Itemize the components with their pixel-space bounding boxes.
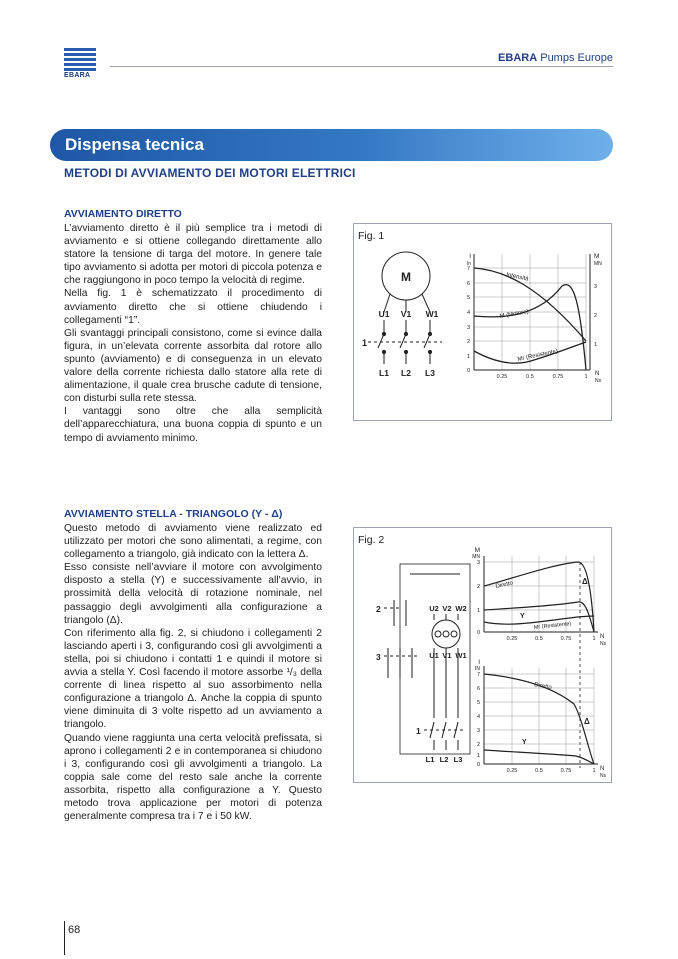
fig2-top-axis-title: M xyxy=(474,547,480,554)
fig1-terminal-w1: W1 xyxy=(425,309,439,319)
fig1-left-tick: 6 xyxy=(466,281,470,287)
fig2-bottom-axis-sub: IN xyxy=(475,666,480,672)
fig2-bottom-chart xyxy=(475,659,607,779)
fig2-top-x-tick: 0.5 xyxy=(535,636,543,642)
fig2-bottom-tick: 5 xyxy=(476,700,480,706)
fig1-right-axis-sub: MN xyxy=(594,261,602,267)
paragraph-line: L’avviamento diretto è il più semplice tra i metodi di avviamento e si ottiene collegando direttamente allo statore la tensione di targa del motore. In genere tale tipo avviamento si adotta per motori di piccola potenza e che raggiungono in poco tempo la velocità di regime. xyxy=(64,223,322,287)
fig2-switch-2: 2 xyxy=(376,604,381,614)
fig1-left-tick: 2 xyxy=(466,339,470,345)
fig2-bottom-x-axis-title: N xyxy=(600,766,605,772)
fig2-bottom-label-diretto: Diretto xyxy=(533,682,553,692)
paragraph-diretto xyxy=(64,222,322,445)
fig2-line-l2: L2 xyxy=(439,755,449,764)
fig2-top-x-tick: 0.75 xyxy=(560,636,572,642)
fig2-bottom-label-delta: Δ xyxy=(584,717,590,726)
header-rule xyxy=(110,66,613,67)
fig1-left-tick: 3 xyxy=(466,325,470,331)
fig1-label: Fig. 1 xyxy=(358,230,385,242)
fig2-top-tick: 2 xyxy=(476,584,480,590)
fig2-top-x-tick: 1 xyxy=(592,636,596,642)
fig1-right-tick: 1 xyxy=(594,342,598,348)
fig2-top-chart xyxy=(472,547,606,768)
fig1-left-axis-sub: In xyxy=(466,261,471,267)
fig2-bottom-tick: 6 xyxy=(476,686,480,692)
fig2-bottom-x-axis-sub: Ns xyxy=(600,773,607,779)
subheading-diretto: AVVIAMENTO DIRETTO xyxy=(64,208,182,220)
fig1-x-tick: 0.5 xyxy=(526,374,534,380)
fig2-top-tick: 3 xyxy=(476,560,480,566)
fig2-bottom-x-tick: 0.75 xyxy=(560,768,572,774)
fig1-motor-letter: M xyxy=(401,270,411,284)
fig1-chart xyxy=(467,253,602,384)
fig2-line-l1: L1 xyxy=(425,755,435,764)
paragraph-line: Con riferimento alla fig. 2, si chiudono i collegamenti 2 lasciando aperti i 3, configurando così gli avvolgimenti a stella, poi si chiudono i contatti 1 e quindi il motore si avvia a stella Y. Così facendo il motore assorbe ¹/₃ della corrente di linea rispetto al suo assorbimento nella configurazione a triangolo Δ. Anche la coppia di spunto viene diminuita di 3 volte rispetto ad un avviamento a triangolo. xyxy=(64,627,322,731)
fig2-terminal-u2: U2 xyxy=(429,604,439,613)
logo-wordmark: EBARA xyxy=(64,72,91,79)
fig1-x-axis-sub: Ns xyxy=(595,378,602,384)
fig1-switch-label: 1 xyxy=(362,338,368,348)
paragraph-line: Gli svantaggi principali consistono, come si evince dalla figura, in un’elevata corrente assorbita dal rotore allo spunto (avviamento) e di conseguenza in un elevato valore della corrente richiesta dallo statore alla rete di alimentazione, il quale crea brusche cadute di tensione, con disturbi sulla rete stessa. xyxy=(64,327,322,405)
fig2-terminal-v2: V2 xyxy=(442,604,452,613)
header-brand: EBARA Pumps Europe xyxy=(498,52,613,64)
fig2-bottom-tick: 3 xyxy=(476,728,480,734)
fig1-curve-label-intensita: Intensità xyxy=(505,272,530,283)
fig1-left-tick: 5 xyxy=(466,295,470,301)
fig2-bottom-x-tick: 0.5 xyxy=(535,768,543,774)
fig2-top-x-axis-sub: Ns xyxy=(600,641,607,647)
fig1-right-tick: 2 xyxy=(594,313,598,319)
fig2-bottom-tick: 7 xyxy=(476,672,480,678)
fig2-top-label-y: Y xyxy=(520,613,525,620)
fig1-curve-label-motore: M (Motore) xyxy=(499,308,530,320)
fig2-top-label-delta: Δ xyxy=(582,577,588,586)
fig1-left-tick: 7 xyxy=(466,266,470,272)
subheading-stella-triangolo: AVVIAMENTO STELLA - TRIANGOLO (Y - Δ) xyxy=(64,508,283,520)
fig2-bottom-tick: 0 xyxy=(476,762,480,768)
section-title: METODI DI AVVIAMENTO DEI MOTORI ELETTRICI xyxy=(64,166,356,180)
fig2-top-x-axis-title: N xyxy=(600,634,605,640)
fig2-top-tick: 1 xyxy=(476,608,480,614)
fig2-terminal-u1: U1 xyxy=(429,651,439,660)
fig1-x-axis-title: N xyxy=(595,371,600,377)
fig2-bottom-tick: 4 xyxy=(476,714,480,720)
figure-2 xyxy=(353,527,612,783)
page-number: 68 xyxy=(68,924,81,936)
fig2-switch-1: 1 xyxy=(416,726,421,736)
fig1-x-tick: 0.75 xyxy=(552,374,564,380)
fig1-x-tick: 0.25 xyxy=(496,374,508,380)
fig2-terminal-w1: W1 xyxy=(455,651,467,660)
fig1-left-tick: 4 xyxy=(466,310,470,316)
fig1-curve-label-resistente: Mr (Resistente) xyxy=(517,348,559,363)
fig2-bottom-tick: 2 xyxy=(476,742,480,748)
fig1-line-l2: L2 xyxy=(401,368,411,378)
paragraph-line: Nella fig. 1 è schematizzato il procedimento di avviamento diretto che si ottiene chiudendo i collegamenti “1”. xyxy=(64,288,322,326)
fig2-terminal-v1: V1 xyxy=(442,651,452,660)
fig1-left-axis-title: I xyxy=(469,253,471,260)
fig1-right-axis-title: M xyxy=(594,253,600,260)
paragraph-line: Esso consiste nell’avviare il motore con avvolgimento disposto a stella (Y) e successivamente all’avvio, in prossimità della velocità di rotazione nominale, nel passaggio degli avvolgimenti alla configurazione a triangolo (Δ). xyxy=(64,562,322,626)
paragraph-line: Quando viene raggiunta una certa velocità prefissata, si aprono i collegamenti 2 e in contemporanea si chiudono i 3, configurando così gli avvolgimenti a triangolo. La coppia sale come del resto sale anche la corrente assorbita, rispetto alla configurazione a Y. Questo metodo trova applicazione per motori di potenza generalmente compresa tra i 7 e i 50 kW. xyxy=(64,732,322,823)
fig2-line-l3: L3 xyxy=(453,755,463,764)
fig2-label: Fig. 2 xyxy=(358,534,385,546)
fig2-terminal-w2: W2 xyxy=(455,604,467,613)
paragraph-line: Questo metodo di avviamento viene realizzato ed utilizzato per motori che sono alimentati, a regime, con collegamento a triangolo, già indicato con la lettera Δ. xyxy=(64,523,322,561)
fig1-left-tick: 0 xyxy=(466,368,470,374)
fig2-top-tick: 0 xyxy=(476,630,480,636)
fig2-top-label-resistente: Mr (Resistente) xyxy=(533,621,572,631)
fig2-top-x-tick: 0.25 xyxy=(506,636,518,642)
banner-title: Dispensa tecnica xyxy=(65,135,204,154)
page-marker-rule xyxy=(64,921,65,955)
fig2-bottom-x-tick: 1 xyxy=(592,768,596,774)
paragraph-stella-triangolo xyxy=(64,522,322,823)
fig2-switch-3: 3 xyxy=(376,652,381,662)
fig1-line-l1: L1 xyxy=(379,368,389,378)
figure-1 xyxy=(353,223,612,421)
fig1-x-tick: 1 xyxy=(584,374,588,380)
fig2-top-label-diretto: Diretto xyxy=(495,580,514,590)
fig1-terminal-v1: V1 xyxy=(400,309,412,319)
fig2-bottom-tick: 1 xyxy=(476,753,480,759)
paragraph-line: I vantaggi sono oltre che alla semplicità dell’apparecchiatura, una buona coppia di spunto e un tempo di avviamento minimo. xyxy=(64,406,322,444)
fig1-line-l3: L3 xyxy=(425,368,435,378)
fig1-motor-circuit xyxy=(368,252,442,364)
fig2-bottom-x-tick: 0.25 xyxy=(506,768,518,774)
fig1-right-tick: 3 xyxy=(594,284,598,290)
fig1-terminal-u1: U1 xyxy=(378,309,390,319)
fig2-top-axis-sub: MN xyxy=(472,554,480,560)
fig1-left-tick: 1 xyxy=(466,354,470,360)
fig2-bottom-label-y: Y xyxy=(522,739,527,746)
fig2-bottom-axis-title: I xyxy=(478,659,480,666)
